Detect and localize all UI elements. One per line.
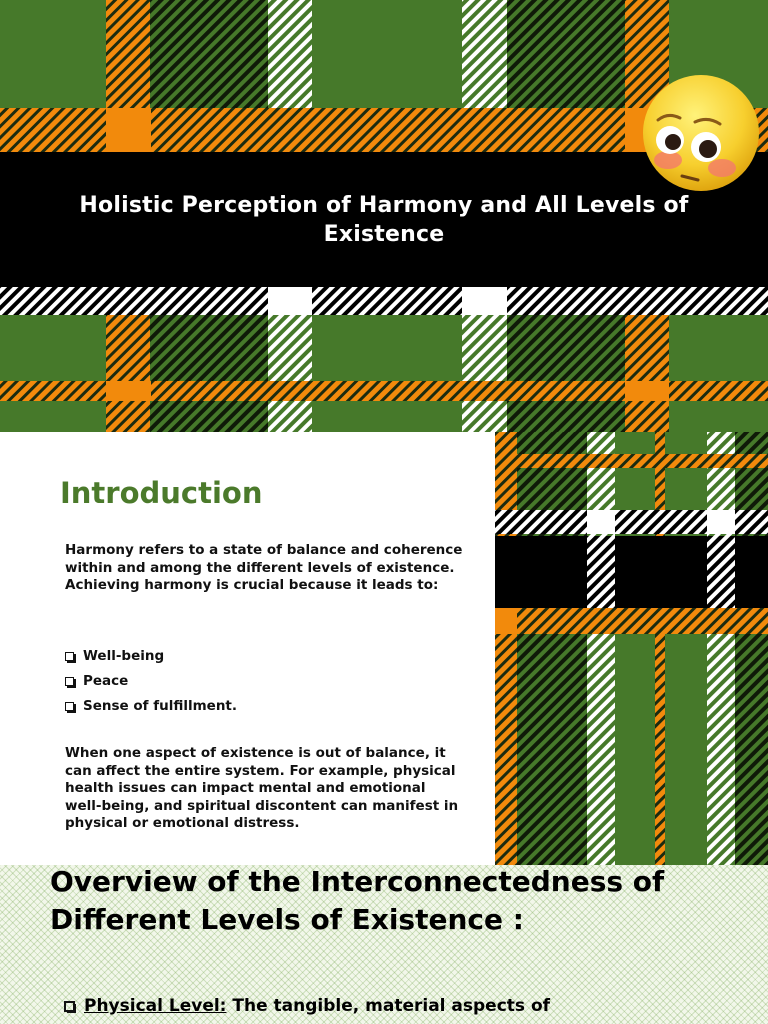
checkbox-bullet-icon (65, 702, 74, 711)
checkbox-bullet-icon (65, 677, 74, 686)
flushed-face-emoji-icon (640, 72, 762, 194)
overview-heading: Overview of the Interconnectedness of Different Levels of Existence : (50, 865, 665, 936)
title-slide (0, 0, 768, 432)
level-description: The tangible, material aspects of (226, 996, 551, 1016)
overview-slide (0, 865, 768, 1024)
introduction-paragraph-2: When one aspect of existence is out of balance, it can affect the entire system. For example, physical health issues can impact mental and emotional well-being, and spiritual discontent can manifest in physical or emotional distress. (65, 745, 459, 831)
introduction-slide (0, 432, 768, 865)
list-item: Peace (65, 669, 237, 694)
level-name: Physical Level: (84, 996, 227, 1016)
introduction-paragraph-1: Harmony refers to a state of balance and coherence within and among the different levels of existence. Achieving harmony is crucial because it leads to: (65, 542, 463, 593)
checkbox-bullet-icon (64, 1001, 75, 1012)
introduction-heading: Introduction (60, 476, 263, 510)
tartan-side-panel (495, 432, 768, 865)
slide-title: Holistic Perception of Harmony and All Levels of Existence (79, 192, 689, 247)
checkbox-bullet-icon (65, 652, 74, 661)
benefits-list (65, 644, 237, 719)
list-item (64, 996, 764, 1016)
list-item: Sense of fulfillment. (65, 694, 237, 719)
list-item: Well-being (65, 644, 237, 669)
